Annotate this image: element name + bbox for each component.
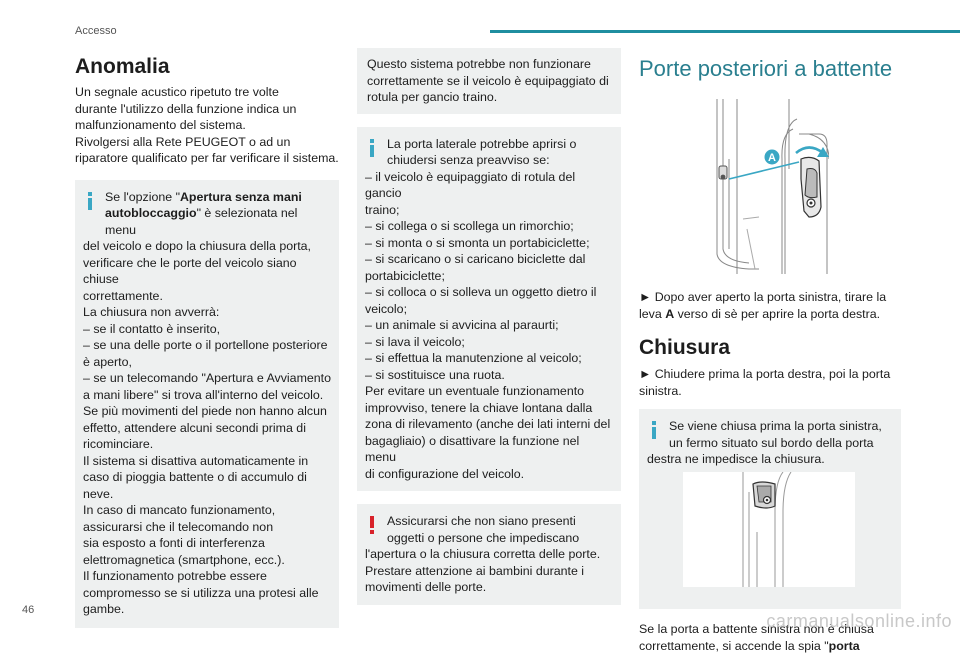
- info-note-box: [639, 409, 901, 609]
- text-line: leva: [639, 306, 666, 321]
- rear-door-lever-illustration: [689, 99, 829, 274]
- opening-instruction: [639, 289, 901, 322]
- column-left: [75, 55, 339, 628]
- header-accent-bar: [490, 30, 960, 33]
- info-note-box: [357, 127, 621, 492]
- text-line: malfunzionamento del sistema.: [75, 118, 246, 132]
- text-line: elettromagnetica (smartphone, ecc.).: [83, 552, 285, 567]
- door-stop-illustration: [683, 472, 855, 587]
- text-line: ► Dopo aver aperto la porta sinistra, tirare la: [639, 290, 887, 304]
- text-line: compromesso se si utilizza una protesi alle: [83, 585, 319, 600]
- anomalia-paragraph: [75, 84, 339, 167]
- text-line: – se il contatto è inserito,: [83, 321, 221, 336]
- note-option-name: Apertura senza mani: [179, 189, 302, 204]
- text-line: – si monta o si smonta un portabiciclette;: [365, 235, 590, 250]
- note-text: Se l'opzione ": [105, 189, 180, 204]
- section-title-anomalia: Anomalia: [75, 55, 170, 78]
- text-line: Assicurarsi che non siano presenti: [387, 514, 576, 528]
- text-line: ► Chiudere prima la porta destra, poi la porta: [639, 367, 891, 381]
- text-line: verso di sè per aprire la porta destra.: [674, 306, 881, 321]
- text-line: Rivolgersi alla Rete PEUGEOT o ad un: [75, 134, 291, 149]
- info-note-box: [75, 180, 339, 628]
- text-line: ricominciare.: [83, 437, 154, 451]
- text-line: Se viene chiusa prima la porta sinistra,: [669, 419, 882, 433]
- text-line: un fermo situato sul bordo della porta: [669, 435, 874, 450]
- text-line: Se la porta a battente sinistra non è chiusa: [639, 622, 874, 636]
- text-line: sia esposto a fonti di interferenza: [83, 536, 265, 550]
- text-line: – se un telecomando "Apertura e Avviamento: [83, 371, 332, 385]
- text-line: di configurazione del veicolo.: [365, 466, 525, 481]
- text-line: correttamente se il veicolo è equipaggiato di: [367, 73, 609, 88]
- watermark: carmanualsonline.info: [766, 611, 952, 631]
- text-line: Se più movimenti del piede non hanno alcun: [83, 404, 327, 418]
- text-line: del veicolo e dopo la chiusura della porta,: [83, 239, 311, 253]
- note-lines: [365, 169, 613, 483]
- text-line: veicolo;: [365, 301, 408, 316]
- text-line: – un animale si avvicina al paraurti;: [365, 318, 559, 332]
- note-option-name-cont: autobloccaggio: [105, 206, 197, 220]
- lever-label: A: [665, 306, 675, 321]
- text-line: Questo sistema potrebbe non funzionare: [367, 57, 591, 71]
- note-lines: [365, 546, 613, 596]
- text-line: Un segnale acustico ripetuto tre volte: [75, 85, 279, 99]
- column-middle: [357, 48, 621, 605]
- text-line: neve.: [83, 486, 114, 501]
- header-section-label: Accesso: [75, 25, 117, 37]
- text-line: In caso di mancato funzionamento,: [83, 503, 276, 517]
- text-line: l'apertura o la chiusura corretta delle porte.: [365, 547, 601, 561]
- text-line: – si lava il veicolo;: [365, 334, 465, 349]
- note-lines: [83, 238, 331, 618]
- text-line: – il veicolo è equipaggiato di rotula del gancio: [365, 169, 576, 200]
- section-title-porte-posteriori: Porte posteriori a battente: [639, 56, 893, 81]
- text-line: – si colloca o si solleva un oggetto dietro il: [365, 285, 597, 299]
- text-line: La porta laterale potrebbe aprirsi o: [387, 136, 577, 151]
- figure-callout-label: A: [768, 152, 776, 164]
- text-line: correttamente, si accende la spia ": [639, 638, 829, 653]
- text-line: bagagliaio) o disattivare la funzione nel menu: [365, 433, 580, 464]
- text-line: rotula per gancio traino.: [367, 90, 498, 104]
- note-text: " è selezionata nel menu: [105, 206, 298, 237]
- text-line: Il funzionamento potrebbe essere: [83, 569, 267, 583]
- column-right: [639, 55, 901, 654]
- plain-note-box: [357, 48, 621, 114]
- text-line: destra ne impedisce la chiusura.: [647, 452, 825, 466]
- text-line: sinistra.: [639, 383, 682, 398]
- text-line: è aperto,: [83, 354, 132, 369]
- text-line: portabiciclette;: [365, 268, 445, 283]
- warning-light-name: porta: [828, 638, 860, 653]
- text-line: effetto, attendere alcuni secondi prima di: [83, 420, 306, 435]
- text-line: riparatore qualificato per far verificare il sistema.: [75, 151, 339, 165]
- text-line: movimenti delle porte.: [365, 580, 487, 594]
- text-line: zona di rilevamento (anche dei lati interni del: [365, 417, 611, 431]
- section-title-chiusura: Chiusura: [639, 336, 731, 359]
- text-line: assicurarsi che il telecomando non: [83, 519, 274, 534]
- text-line: a mani libere" si trova all'interno del veicolo.: [83, 387, 324, 402]
- text-line: durante l'utilizzo della funzione indica un: [75, 101, 297, 116]
- text-line: improvviso, tenere la chiave lontana dalla: [365, 400, 593, 415]
- text-line: La chiusura non avverrà:: [83, 305, 220, 319]
- text-line: oggetti o persone che impediscano: [387, 530, 580, 545]
- text-line: Per evitare un eventuale funzionamento: [365, 384, 585, 398]
- closing-instruction: [639, 366, 901, 399]
- page-number: 46: [22, 604, 35, 616]
- text-line: correttamente.: [83, 288, 163, 303]
- text-line: verificare che le porte del veicolo siano chiuse: [83, 255, 297, 286]
- text-line: – si collega o si scollega un rimorchio;: [365, 219, 574, 233]
- text-line: Il sistema si disattiva automaticamente in: [83, 453, 309, 468]
- text-line: traino;: [365, 202, 400, 217]
- text-line: – se una delle porte o il portellone posteriore: [83, 338, 328, 352]
- text-line: – si sostituisce una ruota.: [365, 367, 505, 382]
- text-line: chiudersi senza preavviso se:: [387, 153, 550, 167]
- text-line: Prestare attenzione ai bambini durante i: [365, 563, 585, 578]
- text-line: – si effettua la manutenzione al veicolo;: [365, 351, 582, 365]
- text-line: caso di pioggia battente o di accumulo di: [83, 470, 307, 484]
- warning-note-box: [357, 504, 621, 605]
- text-line: – si scaricano o si caricano biciclette dal: [365, 252, 586, 266]
- text-line: gambe.: [83, 602, 125, 616]
